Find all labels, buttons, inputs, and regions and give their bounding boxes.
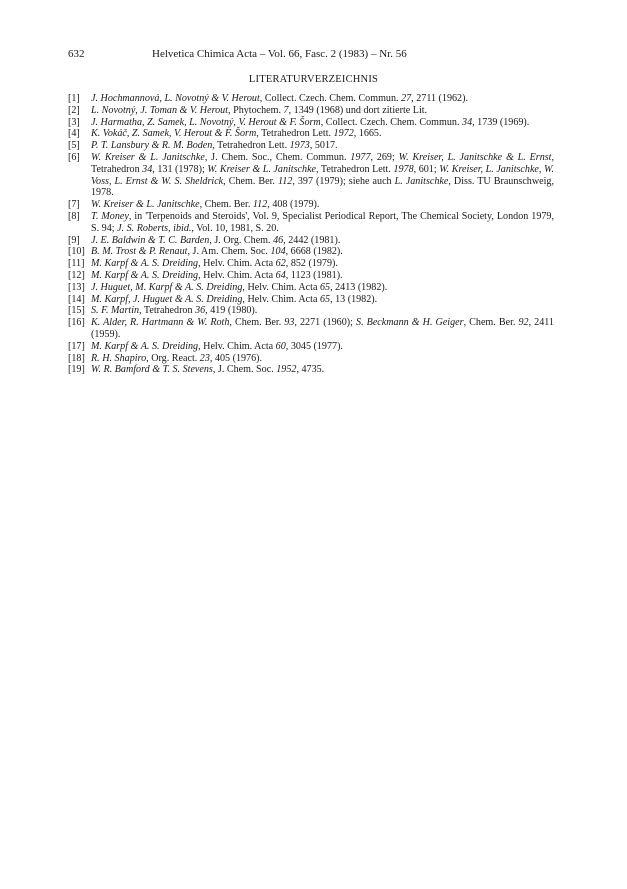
reference-text: , 1123 (1981).: [285, 269, 343, 281]
reference-italic-text: 34: [462, 116, 473, 128]
reference-entry: [68, 235, 554, 247]
reference-italic-text: 46: [273, 234, 284, 246]
reference-number: [11]: [68, 258, 85, 270]
reference-text: , 1349 (1968) und dort zitierte Lit.: [288, 104, 428, 116]
reference-number: [15]: [68, 305, 85, 317]
reference-text: , 269;: [370, 151, 399, 163]
reference-number: [5]: [68, 140, 80, 152]
reference-list: [68, 93, 554, 376]
reference-italic-text: J. Harmatha, Z. Samek, L. Novotný, V. Herout & F. Šorm: [91, 116, 321, 128]
reference-text: , Chem. Ber.: [199, 199, 253, 211]
reference-italic-text: 93: [284, 317, 295, 329]
reference-text: , Helv. Chim. Acta: [198, 340, 276, 352]
reference-italic-text: M. Karpf, J. Huguet & A. S. Dreiding: [91, 293, 243, 305]
reference-text: , 6668 (1982).: [285, 246, 343, 258]
reference-italic-text: 1977: [350, 151, 371, 163]
reference-italic-text: P. T. Lansbury & R. M. Boden: [91, 140, 213, 152]
reference-italic-text: W. Kreiser & L. Janitschke: [91, 151, 205, 163]
reference-italic-text: J. S. Roberts, ibid.: [117, 222, 192, 234]
reference-italic-text: M. Karpf & A. S. Dreiding: [91, 340, 199, 352]
reference-text: , Chem. Ber.: [463, 317, 519, 329]
reference-italic-text: R. H. Shapiro: [91, 352, 147, 364]
reference-italic-text: S. F. Martin: [91, 305, 140, 317]
reference-entry: [68, 364, 554, 376]
reference-entry: [68, 294, 554, 306]
reference-italic-text: W. Kreiser & L. Janitschke: [207, 163, 317, 175]
reference-text: , Vol. 10, 1981, S. 20.: [191, 222, 279, 234]
reference-number: [14]: [68, 293, 85, 305]
reference-entry: [68, 270, 554, 282]
reference-text: , J. Chem. Soc., Chem. Commun.: [204, 151, 351, 163]
reference-italic-text: J. Huguet, M. Karpf & A. S. Dreiding: [91, 281, 243, 293]
reference-number: [13]: [68, 281, 85, 293]
reference-number: [6]: [68, 151, 80, 163]
reference-text: , 13 (1982).: [330, 293, 378, 305]
reference-italic-text: S. Beckmann & H. Geiger: [356, 317, 464, 329]
reference-number: [7]: [68, 199, 80, 211]
reference-text: , 2411 (1959).: [91, 317, 554, 340]
reference-entry: [68, 128, 554, 140]
reference-italic-text: 1972: [333, 128, 354, 140]
reference-italic-text: 7: [283, 104, 289, 116]
reference-text: , 2711 (1962).: [411, 93, 468, 104]
reference-text: , 419 (1980).: [205, 305, 258, 317]
reference-italic-text: M. Karpf & A. S. Dreiding: [91, 258, 199, 270]
reference-text: , 405 (1976).: [209, 352, 263, 364]
reference-italic-text: L. Janitschke: [394, 175, 449, 187]
reference-entry: [68, 152, 554, 199]
reference-entry: [68, 341, 554, 353]
reference-text: , Tetrahedron Lett.: [212, 140, 290, 152]
reference-text: , in 'Terpenoids and Steroids', Vol. 9, Specialist Periodical Report, The Chemical Society, London 1979, S. 94;: [91, 210, 554, 234]
reference-entry: [68, 246, 554, 258]
reference-italic-text: 65: [319, 293, 331, 305]
reference-number: [1]: [68, 93, 80, 104]
reference-italic-text: M. Karpf & A. S. Dreiding: [91, 269, 199, 281]
reference-number: [18]: [68, 352, 85, 364]
reference-text: , 2413 (1982).: [330, 281, 388, 293]
page-header: [68, 47, 552, 61]
reference-text: , 852 (1979).: [285, 258, 338, 270]
section-title: LITERATURVERZEICHNIS: [248, 74, 379, 85]
reference-italic-text: B. M. Trost & P. Renaut: [91, 246, 188, 258]
reference-number: [19]: [68, 364, 85, 376]
reference-text: , 2442 (1981).: [283, 234, 341, 246]
reference-text: , 1665.: [353, 128, 382, 140]
reference-italic-text: 112: [252, 199, 268, 211]
reference-italic-text: 23: [199, 352, 210, 364]
reference-italic-text: 62: [275, 258, 286, 270]
reference-text: , J. Chem. Soc.: [212, 364, 277, 376]
reference-text: , 2271 (1960);: [294, 317, 357, 329]
reference-italic-text: 112: [277, 175, 293, 187]
reference-italic-text: W. Kreiser, L. Janitschke, W. Voss, L. Ernst & W. S. Sheldrick: [91, 163, 554, 187]
reference-text: , Helv. Chim. Acta: [242, 281, 320, 293]
reference-italic-text: W. Kreiser, L. Janitschke & L. Ernst: [398, 151, 552, 163]
reference-number: [3]: [68, 116, 80, 128]
reference-text: , Helv. Chim. Acta: [198, 258, 276, 270]
reference-italic-text: 60: [275, 340, 286, 352]
reference-text: , Chem. Ber.: [229, 317, 285, 329]
reference-text: , 5017.: [309, 140, 338, 152]
reference-italic-text: L. Novotný, J. Toman & V. Herout: [91, 104, 229, 116]
page-number: 632: [68, 48, 85, 60]
reference-entry: [68, 211, 554, 235]
reference-italic-text: 1978: [393, 163, 414, 175]
reference-italic-text: J. Hochmannová, L. Novotný & V. Herout: [91, 93, 260, 104]
reference-text: , 131 (1978);: [152, 163, 208, 175]
reference-entry: [68, 317, 554, 341]
reference-text: , 408 (1979).: [267, 199, 320, 211]
reference-number: [12]: [68, 269, 85, 281]
reference-text: , Collect. Czech. Chem. Commun.: [320, 116, 463, 128]
reference-text: , Helv. Chim. Acta: [242, 293, 320, 305]
reference-italic-text: 1952: [276, 364, 297, 376]
reference-text: , J. Am. Chem. Soc.: [187, 246, 271, 258]
reference-number: [8]: [68, 210, 80, 222]
reference-text: , 601;: [413, 163, 440, 175]
reference-italic-text: K. Vokáč, Z. Samek, V. Herout & F. Šorm: [91, 128, 257, 140]
reference-number: [9]: [68, 234, 80, 246]
reference-entry: [68, 105, 554, 117]
reference-text: , Tetrahedron: [91, 151, 555, 175]
reference-entry: [68, 305, 554, 317]
reference-italic-text: 27: [401, 93, 412, 104]
reference-italic-text: 104: [270, 246, 286, 258]
reference-number: [4]: [68, 128, 80, 140]
reference-italic-text: J. E. Baldwin & T. C. Barden: [91, 234, 210, 246]
reference-text: , Chem. Ber.: [223, 175, 278, 187]
reference-text: , Phytochem.: [228, 104, 284, 116]
reference-italic-text: 64: [275, 269, 286, 281]
reference-text: , Org. React.: [146, 352, 200, 364]
reference-text: , 3045 (1977).: [285, 340, 343, 352]
reference-text: , Tetrahedron: [139, 305, 196, 317]
reference-number: [16]: [68, 317, 85, 329]
reference-text: , 397 (1979); siehe auch: [292, 175, 395, 187]
reference-number: [17]: [68, 340, 85, 352]
reference-italic-text: 1973: [289, 140, 310, 152]
reference-entry: [68, 282, 554, 294]
reference-text: , Diss. TU Braunschweig, 1978.: [91, 175, 554, 199]
reference-entry: [68, 258, 554, 270]
reference-entry: [68, 140, 554, 152]
reference-text: , J. Org. Chem.: [209, 234, 274, 246]
reference-italic-text: W. R. Bamford & T. S. Stevens: [91, 364, 213, 376]
reference-entry: [68, 199, 554, 211]
reference-text: , Tetrahedron Lett.: [316, 163, 394, 175]
reference-italic-text: 34: [142, 163, 153, 175]
reference-number: [2]: [68, 104, 80, 116]
reference-italic-text: W. Kreiser & L. Janitschke: [91, 199, 200, 211]
reference-italic-text: 92: [518, 317, 529, 329]
reference-text: , 4735.: [296, 364, 325, 376]
reference-entry: [68, 353, 554, 365]
reference-entry: [68, 93, 554, 105]
reference-italic-text: K. Alder, R. Hartmann & W. Roth: [91, 317, 230, 329]
reference-italic-text: 36: [195, 305, 206, 317]
reference-italic-text: T. Money: [91, 210, 129, 222]
reference-text: , Helv. Chim. Acta: [198, 269, 276, 281]
reference-text: , Collect. Czech. Chem. Commun.: [259, 93, 402, 104]
reference-number: [10]: [68, 246, 85, 258]
reference-italic-text: 65: [319, 281, 331, 293]
reference-entry: [68, 117, 554, 129]
reference-text: , Tetrahedron Lett.: [256, 128, 334, 140]
reference-text: , 1739 (1969).: [472, 116, 530, 128]
running-title: Helvetica Chimica Acta – Vol. 66, Fasc. 2 (1983) – Nr. 56: [152, 48, 407, 60]
